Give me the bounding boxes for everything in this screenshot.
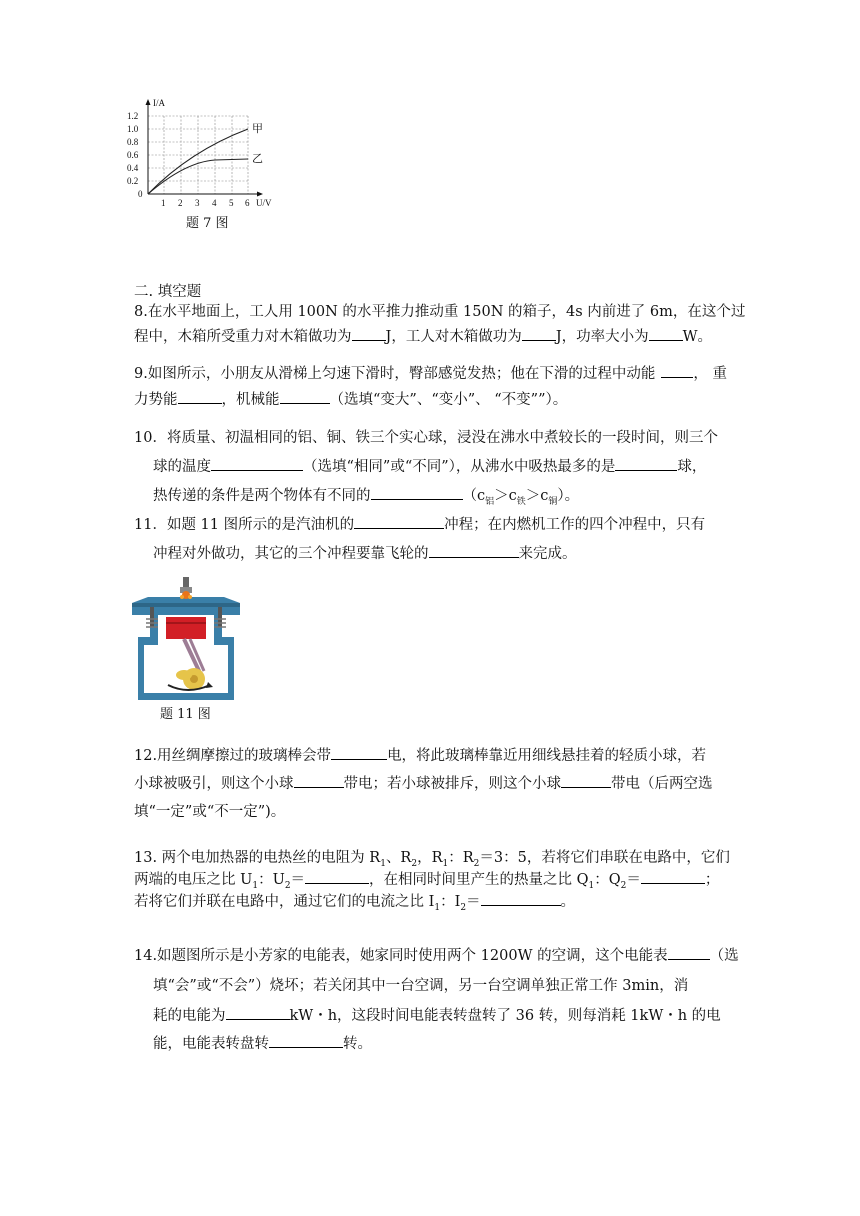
answer-blank[interactable]	[352, 325, 386, 341]
question-14-line-4: 能，电能表转盘转 转。	[153, 1032, 372, 1056]
y-tick: 0.2	[127, 176, 139, 186]
figure-7-caption: 题 7 图	[186, 216, 229, 231]
question-14-line-3: 耗的电能为 kW・h，这段时间电能表转盘转了 36 转，则每消耗 1kW・h 的电	[153, 1004, 721, 1028]
answer-blank[interactable]	[429, 542, 519, 558]
x-tick: 1	[161, 198, 166, 208]
question-13-line-2: 两端的电压之比 $U_1$：$U_2=$ ，在相同时间里产生的热量之比 $Q_1$：$Q_2=$ ；	[134, 868, 719, 898]
answer-blank[interactable]	[371, 484, 463, 500]
section-title: 二. 填空题	[134, 284, 202, 300]
answer-blank[interactable]	[211, 455, 303, 471]
question-12-line-2: 小球被吸引，则这个小球 带电；若小球被排斥，则这个小球 带电（后两空选	[134, 772, 713, 796]
y-tick: 0.4	[127, 163, 139, 173]
question-10-line-3: 热传递的条件是两个物体有不同的 $(c_铝>c_铁>c_铜)$。	[153, 484, 579, 514]
y-tick: 0.6	[127, 150, 139, 160]
answer-blank[interactable]	[615, 455, 677, 471]
answer-blank[interactable]	[641, 868, 705, 884]
question-8-line-2: 程中，木箱所受重力对木箱做功为 J，工人对木箱做功为 J，功率大小为 W。	[134, 325, 712, 349]
answer-blank[interactable]	[294, 772, 344, 788]
answer-blank[interactable]	[305, 868, 369, 884]
question-11-line-2: 冲程对外做功，其它的三个冲程要靠飞轮的 来完成。	[153, 542, 577, 566]
question-9-line-1: 9.如图所示，小朋友从滑梯上匀速下滑时，臀部感觉发热；他在下滑的过程中动能 ， 重	[134, 362, 727, 386]
answer-blank[interactable]	[226, 1004, 290, 1020]
question-8-line-1: 8.在水平地面上，工人用 100N 的水平推力推动重 150N 的箱子，4s 内前进了 6m，在这个过	[134, 304, 746, 320]
x-axis-label: U/V	[256, 198, 272, 208]
answer-blank[interactable]	[331, 744, 387, 760]
answer-blank[interactable]	[661, 362, 693, 378]
question-13-line-3: 若将它们并联在电路中，通过它们的电流之比 $I_1$：$I_2=$ 。	[134, 890, 575, 920]
figure-7-graph	[120, 96, 290, 211]
question-10-line-1: 10．将质量、初温相同的铝、铜、铁三个实心球，浸没在沸水中煮较长的一段时间，则三个	[134, 430, 718, 446]
answer-blank[interactable]	[269, 1032, 343, 1048]
answer-blank[interactable]	[561, 772, 611, 788]
x-tick: 6	[245, 198, 250, 208]
question-9-line-2: 力势能 ，机械能 （选填“变大”、“变小”、 “不变””）。	[134, 388, 567, 412]
question-12-line-1: 12.用丝绸摩擦过的玻璃棒会带 电，将此玻璃棒靠近用细线悬挂着的轻质小球，若	[134, 744, 706, 768]
answer-blank[interactable]	[649, 325, 683, 341]
y-tick: 1.2	[127, 111, 139, 121]
question-14-line-2: 填“会”或“不会”）烧坏；若关闭其中一台空调，另一台空调单独正常工作 3min，消	[153, 978, 689, 994]
series-label-yi: 乙	[252, 153, 263, 165]
answer-blank[interactable]	[668, 944, 710, 960]
x-tick: 5	[229, 198, 234, 208]
x-tick: 2	[178, 198, 183, 208]
question-12-line-3: 填“一定”或“不一定”)。	[134, 804, 286, 820]
answer-blank[interactable]	[481, 890, 561, 906]
question-14-line-1: 14.如题图所示是小芳家的电能表，她家同时使用两个 1200W 的空调，这个电能表 （选	[134, 944, 739, 968]
figure-11-engine	[128, 575, 244, 705]
question-13-line-1: 13. 两个电加热器的电热丝的电阻为 $R_1$、$R_2$，$R_1$：$R_2=3$：5，若将它们串联在电路中，它们	[134, 850, 730, 869]
y-tick: 0.8	[127, 137, 139, 147]
answer-blank[interactable]	[522, 325, 556, 341]
x-tick: 3	[195, 198, 200, 208]
answer-blank[interactable]	[280, 388, 330, 404]
y-tick: 0	[138, 189, 143, 199]
y-axis-label: I/A	[153, 98, 165, 108]
y-tick: 1.0	[127, 124, 139, 134]
answer-blank[interactable]	[178, 388, 222, 404]
question-10-line-2: 球的温度 （选填“相同”或“不同”），从沸水中吸热最多的是 球，	[153, 455, 706, 479]
figure-11-caption: 题 11 图	[160, 707, 211, 722]
answer-blank[interactable]	[354, 513, 444, 529]
question-11-line-1: 11．如题 11 图所示的是汽油机的 冲程；在内燃机工作的四个冲程中，只有	[134, 513, 705, 537]
series-label-jia: 甲	[252, 123, 263, 135]
x-tick: 4	[212, 198, 217, 208]
